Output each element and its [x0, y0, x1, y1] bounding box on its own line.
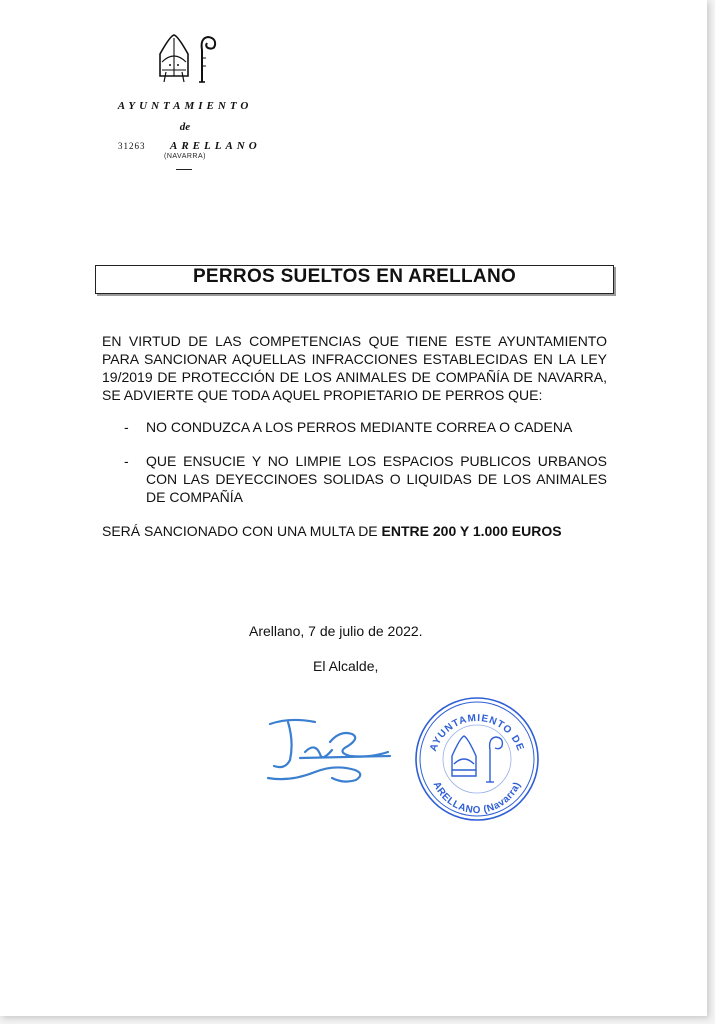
municipal-seal-icon	[412, 694, 542, 824]
seal-top-text: AYUNTAMIENTO DE	[428, 712, 526, 753]
seal-bottom-text: ARELLANO (Navarra)	[430, 780, 524, 817]
letterhead-divider	[176, 169, 192, 170]
bullet-dash: -	[124, 453, 129, 469]
municipality-connector: de	[179, 121, 191, 133]
municipality-region: (NAVARRA)	[164, 153, 206, 160]
arellano-crest-icon	[152, 32, 222, 84]
bullet-dash: -	[124, 419, 129, 435]
svg-text:AYUNTAMIENTO DE	[428, 713, 526, 753]
sanction-amount: ENTRE 200 Y 1.000 EUROS	[381, 523, 562, 539]
municipality-town: ARELLANO	[170, 140, 261, 152]
bullet-text: NO CONDUZCA A LOS PERROS MEDIANTE CORREA O CADENA	[146, 419, 573, 435]
sanction-paragraph	[102, 522, 607, 540]
sanction-prefix: SERÁ SANCIONADO CON UNA MULTA DE	[102, 523, 382, 539]
list-item	[124, 418, 607, 436]
place-date: Arellano, 7 de julio de 2022.	[249, 623, 423, 639]
mayor-signature-icon	[260, 712, 395, 787]
bullet-text: QUE ENSUCIE Y NO LIMPIE LOS ESPACIOS PUBLICOS URBANOS CON LAS DEYECCINOES SOLIDAS O LIQUIDAS DE LOS ANIMALES DE COMPAÑÍA	[146, 453, 607, 505]
postal-code: 31263	[118, 141, 146, 151]
notice-title: PERROS SUELTOS EN ARELLANO	[95, 265, 614, 294]
notice-intro-paragraph: EN VIRTUD DE LAS COMPETENCIAS QUE TIENE ESTE AYUNTAMIENTO PARA SANCIONAR AQUELLAS INFRACCIONES ESTABLECIDAS EN LA LEY 19/2019 DE PROTECCIÓN DE LOS ANIMALES DE COMPAÑÍA DE NAVARRA, SE ADVIERTE QUE TODA AQUEL PROPIETARIO DE PERROS QUE:	[102, 333, 607, 403]
municipality-name: AYUNTAMIENTO	[117, 100, 253, 112]
signer-title: El Alcalde,	[313, 658, 379, 674]
list-item	[124, 452, 607, 506]
